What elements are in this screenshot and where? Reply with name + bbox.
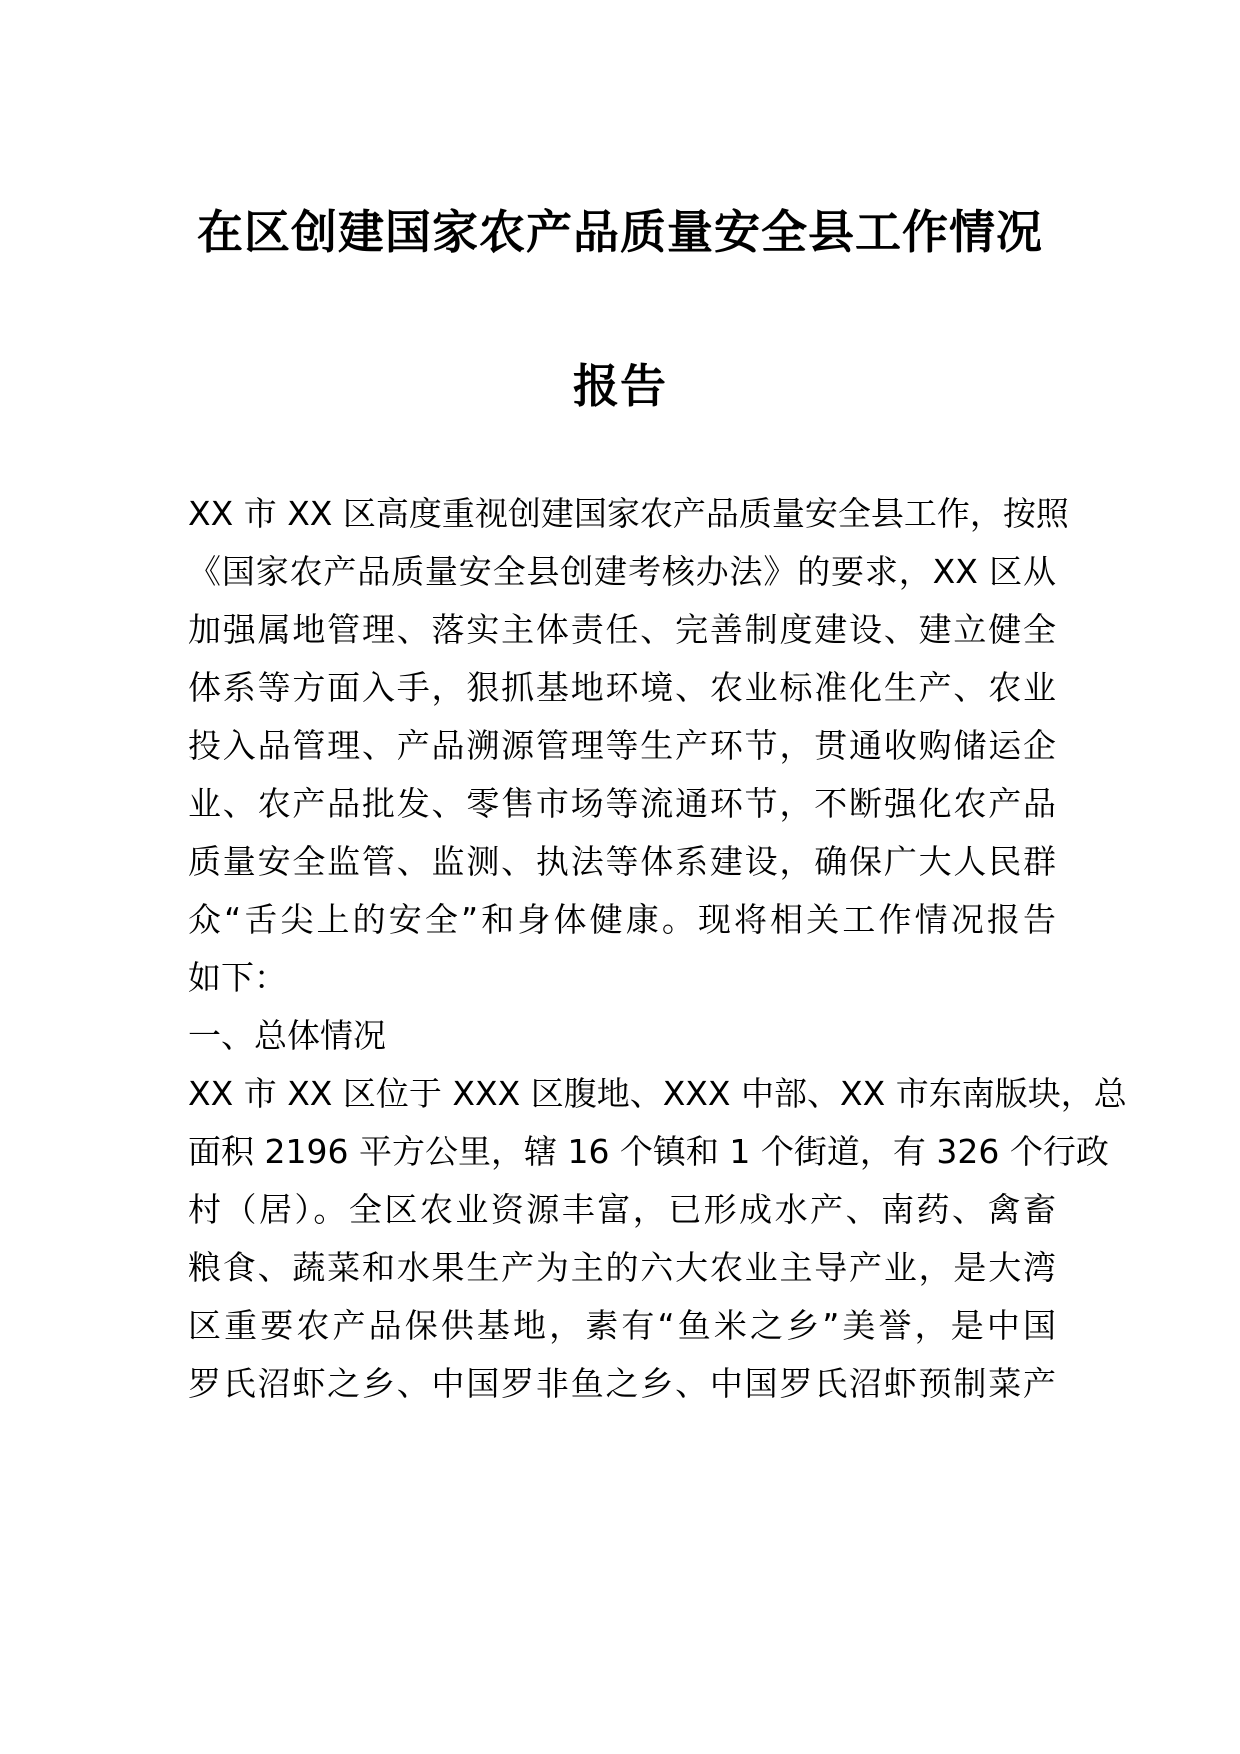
- body-line-14: 粮食、蔬菜和水果生产为主的六大农业主导产业，是大湾: [188, 1248, 1056, 1287]
- body-line-12: 面积 2196 平方公里，辖 16 个镇和 1 个街道，有 326 个行政: [188, 1132, 1109, 1171]
- body-line-11: XX 市 XX 区位于 XXX 区腹地、XXX 中部、XX 市东南版块，总: [188, 1074, 1127, 1113]
- body-line-7: 质量安全监管、监测、执法等体系建设，确保广大人民群: [188, 842, 1056, 881]
- body-line-16: 罗氏沼虾之乡、中国罗非鱼之乡、中国罗氏沼虾预制菜产: [188, 1364, 1056, 1403]
- body-line-8: 众“舌尖上的安全”和身体健康。现将相关工作情况报告: [188, 900, 1056, 939]
- body-line-6: 业、农产品批发、零售市场等流通环节，不断强化农产品: [188, 784, 1056, 823]
- body-line-5: 投入品管理、产品溯源管理等生产环节，贯通收购储运企: [188, 726, 1056, 765]
- body-line-1: XX 市 XX 区高度重视创建国家农产品质量安全县工作，按照: [188, 494, 1069, 533]
- section-heading-overview: 一、总体情况: [188, 1016, 386, 1055]
- body-line-13: 村（居）。全区农业资源丰富，已形成水产、南药、禽畜: [188, 1190, 1056, 1229]
- body-line-9: 如下：: [188, 958, 287, 997]
- document-title-line-1: 在区创建国家农产品质量安全县工作情况: [197, 205, 1043, 259]
- body-line-3: 加强属地管理、落实主体责任、完善制度建设、建立健全: [188, 610, 1056, 649]
- document-title-line-2: 报告: [573, 359, 667, 413]
- body-line-4: 体系等方面入手，狠抓基地环境、农业标准化生产、农业: [188, 668, 1056, 707]
- body-line-2: 《国家农产品质量安全县创建考核办法》的要求，XX 区从: [188, 552, 1056, 591]
- body-line-15: 区重要农产品保供基地，素有“鱼米之乡”美誉，是中国: [188, 1306, 1056, 1345]
